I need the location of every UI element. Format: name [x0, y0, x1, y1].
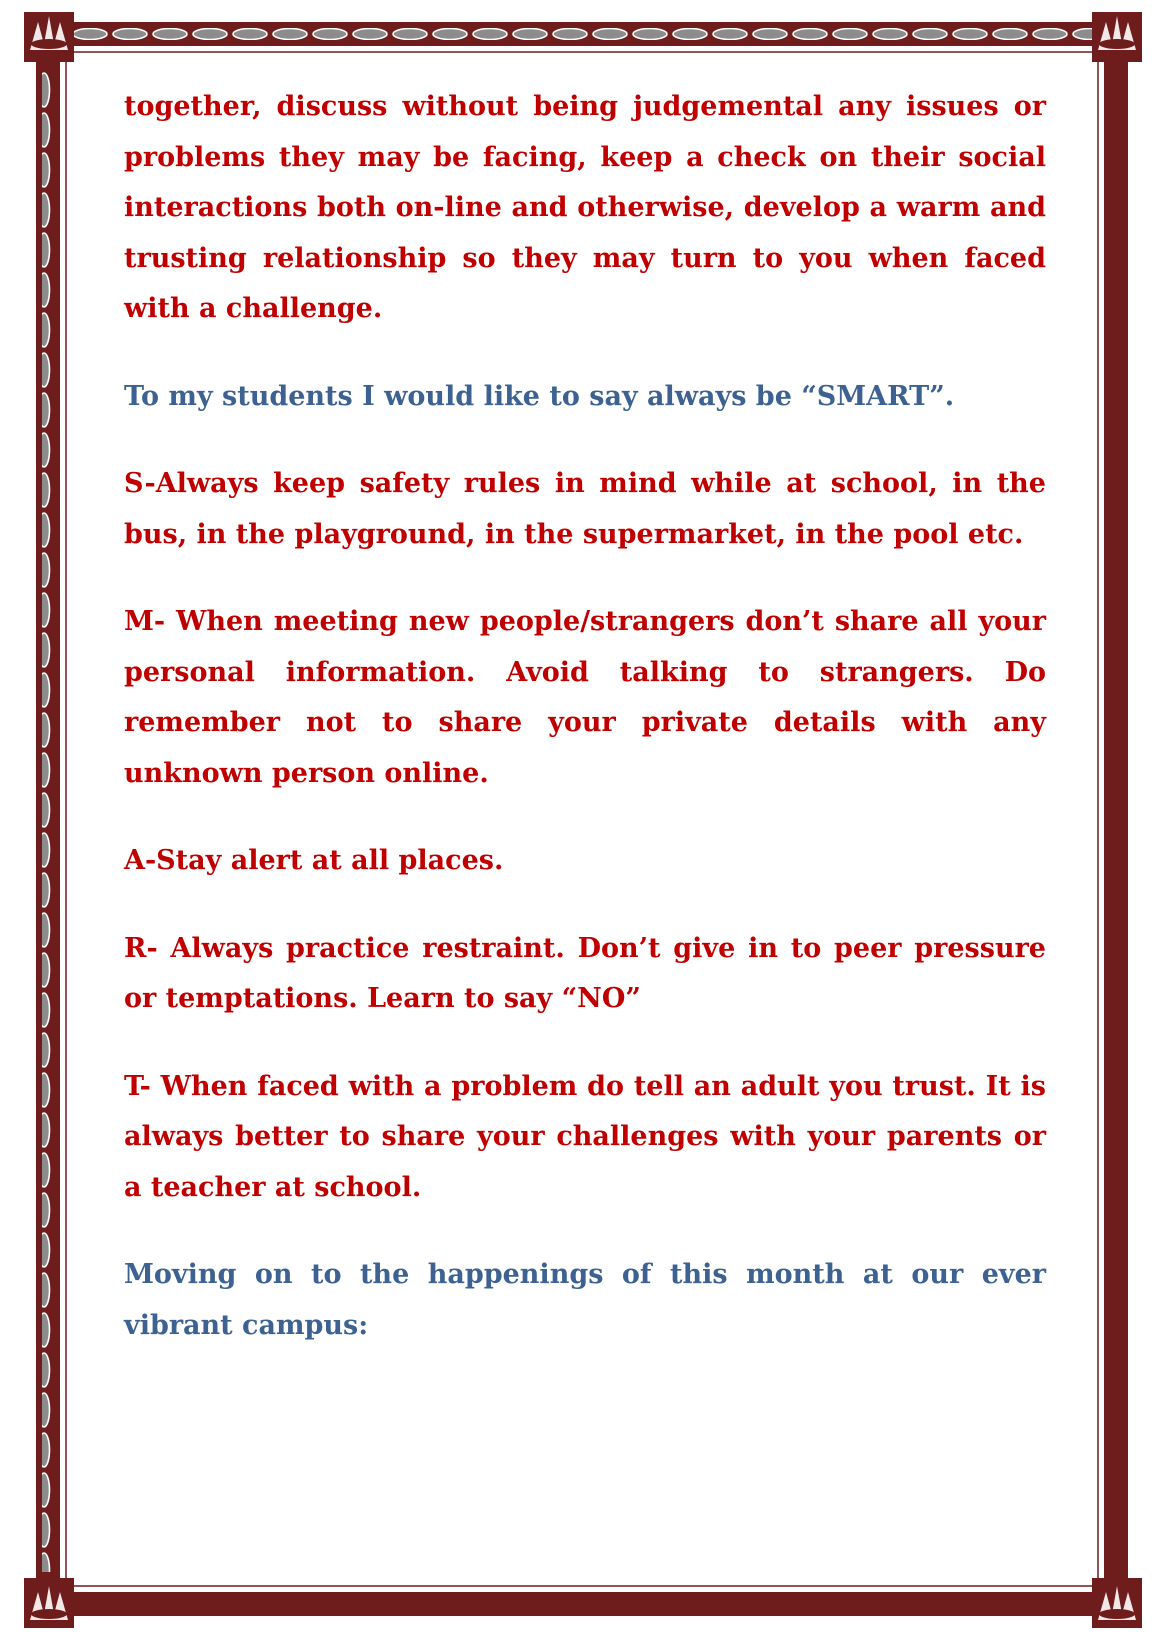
- smart-item-m: M- When meeting new people/strangers don’t share all your personal information. Avoid talking to strangers. Do remember not to share your private details with any unknown person online.: [124, 606, 1046, 789]
- smart-item-t: T- When faced with a problem do tell an adult you trust. It is always better to share your challenges with your parents or a teacher at school.: [124, 1070, 1046, 1203]
- smart-intro-heading: To my students I would like to say always be “SMART”.: [124, 380, 955, 412]
- corner-ornament-bottom-left: [24, 1578, 74, 1628]
- smart-item-r: R- Always practice restraint. Don’t give in to peer pressure or temptations. Learn to say “NO”: [124, 932, 1046, 1014]
- page-body: [124, 82, 1046, 1388]
- corner-ornament-bottom-right: [1092, 1578, 1142, 1628]
- corner-ornament-top-left: [24, 12, 74, 62]
- smart-item-s: S-Always keep safety rules in mind while at school, in the bus, in the playground, in the supermarket, in the pool etc.: [124, 468, 1046, 550]
- paragraph-parent-advice: together, discuss without being judgemental any issues or problems they may be facing, keep a check on their social interactions both on-line and otherwise, develop a warm and trusting relationship so they may turn to you when faced with a challenge.: [124, 91, 1046, 324]
- smart-item-a: A-Stay alert at all places.: [124, 845, 504, 876]
- corner-ornament-top-right: [1092, 12, 1142, 62]
- campus-happenings-heading: Moving on to the happenings of this month at our ever vibrant campus:: [124, 1259, 1046, 1341]
